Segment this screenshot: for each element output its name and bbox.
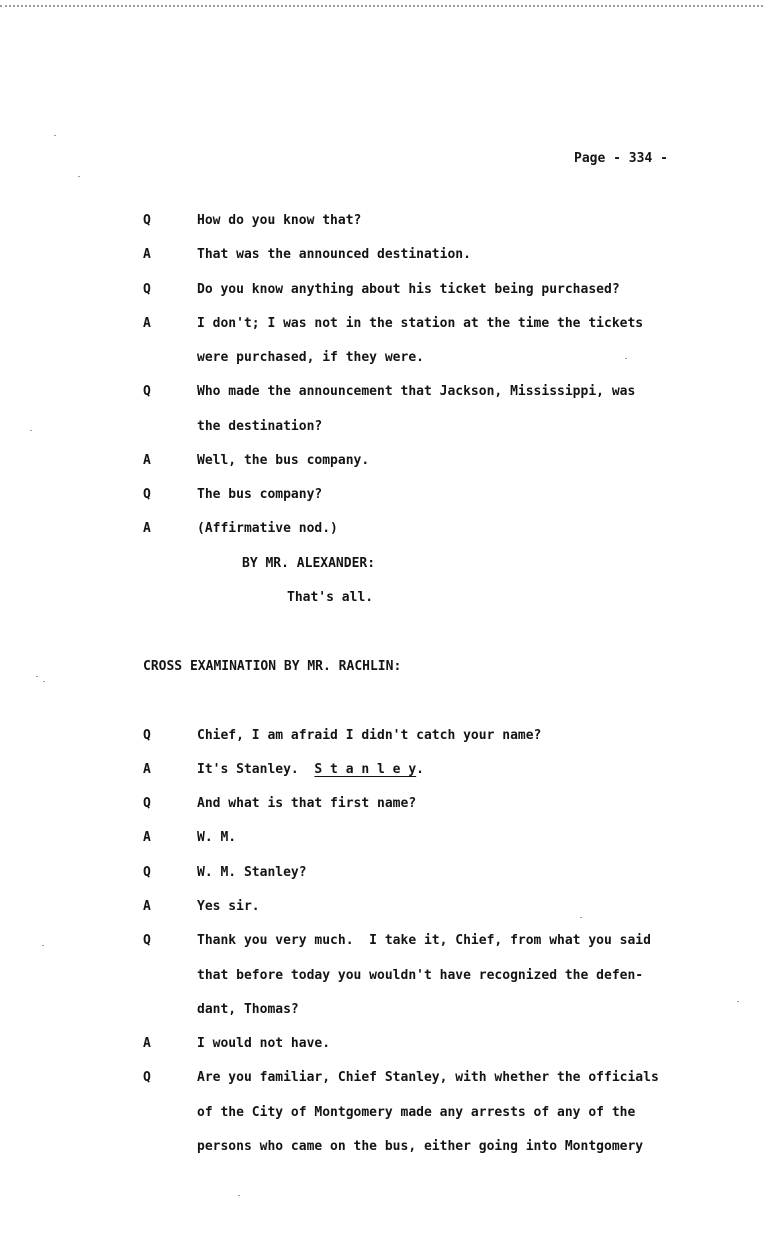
transcript-line: [0, 762, 763, 782]
section-heading: [0, 659, 763, 679]
speaker-label: A: [143, 316, 151, 331]
line-text: I would not have.: [197, 1036, 331, 1051]
line-text: CROSS EXAMINATION BY MR. RACHLIN:: [143, 659, 402, 674]
transcript-line: [0, 487, 763, 507]
line-text: Yes sir.: [197, 899, 260, 914]
speaker-label: A: [143, 521, 151, 536]
line-text: persons who came on the bus, either going into Montgomery: [197, 1139, 644, 1154]
line-text: The bus company?: [197, 487, 323, 502]
speaker-label: Q: [143, 213, 151, 228]
transcript-line: [0, 796, 763, 816]
speaker-label: Q: [143, 796, 151, 811]
line-text: That's all.: [287, 590, 374, 605]
speaker-label: A: [143, 762, 151, 777]
scan-speck: [78, 176, 80, 177]
line-text: Chief, I am afraid I didn't catch your name?: [197, 728, 542, 743]
line-text-prefix: It's Stanley.: [197, 762, 299, 777]
transcript-line: [0, 419, 763, 439]
line-text: Who made the announcement that Jackson, Mississippi, was: [197, 384, 636, 399]
line-text: Do you know anything about his ticket being purchased?: [197, 282, 620, 297]
transcript-line: [0, 1070, 763, 1090]
line-text: And what is that first name?: [197, 796, 417, 811]
transcript-line: [0, 899, 763, 919]
line-text: Well, the bus company.: [197, 453, 370, 468]
scan-speck: [238, 1195, 240, 1196]
speaker-label: Q: [143, 487, 151, 502]
transcript-line: [0, 350, 763, 370]
examiner-line: [0, 556, 763, 576]
scan-speck: [30, 430, 32, 431]
speaker-label: Q: [143, 282, 151, 297]
line-text: (Affirmative nod.): [197, 521, 338, 536]
line-text: That was the announced destination.: [197, 247, 471, 262]
scan-speck: [36, 676, 38, 677]
transcript-line: [0, 590, 763, 610]
scan-speck: [43, 681, 45, 682]
line-text: How do you know that?: [197, 213, 362, 228]
transcript-line: [0, 728, 763, 748]
line-text: were purchased, if they were.: [197, 350, 424, 365]
transcript-line: [0, 865, 763, 885]
line-text: Thank you very much. I take it, Chief, from what you said: [197, 933, 651, 948]
transcript-line: [0, 968, 763, 988]
speaker-label: Q: [143, 865, 151, 880]
transcript-line: [0, 521, 763, 541]
line-text: dant, Thomas?: [197, 1002, 299, 1017]
line-text: W. M.: [197, 830, 237, 845]
speaker-label: Q: [143, 728, 151, 743]
transcript-line: [0, 282, 763, 302]
spelled-name: S t a n l e y: [314, 762, 417, 777]
transcript-line: [0, 247, 763, 267]
transcript-line: [0, 316, 763, 336]
speaker-label: A: [143, 1036, 151, 1051]
transcript-line: [0, 1002, 763, 1022]
line-text: BY MR. ALEXANDER:: [242, 556, 376, 571]
speaker-label: Q: [143, 1070, 151, 1085]
speaker-label: A: [143, 453, 151, 468]
transcript-line: [0, 1139, 763, 1159]
scan-speck: [42, 945, 44, 946]
transcript-line: [0, 933, 763, 953]
speaker-label: A: [143, 830, 151, 845]
scan-speck: [580, 917, 582, 918]
line-text: of the City of Montgomery made any arrests of any of the: [197, 1105, 636, 1120]
line-text: W. M. Stanley?: [197, 865, 307, 880]
top-dotted-rule: [0, 0, 763, 7]
speaker-label: Q: [143, 384, 151, 399]
line-text: I don't; I was not in the station at the time the tickets: [197, 316, 644, 331]
line-text: the destination?: [197, 419, 323, 434]
line-end: .: [416, 762, 424, 777]
line-text: Are you familiar, Chief Stanley, with whether the officials: [197, 1070, 659, 1085]
transcript-line: [0, 830, 763, 850]
page-number: Page - 334 -: [574, 151, 668, 166]
scan-speck: [737, 1001, 739, 1002]
line-text: [197, 762, 424, 777]
scan-speck: [54, 135, 56, 136]
transcript-line: [0, 384, 763, 404]
transcript-line: [0, 453, 763, 473]
speaker-label: A: [143, 899, 151, 914]
scan-speck: [625, 358, 627, 359]
transcript-line: [0, 1105, 763, 1125]
line-text: that before today you wouldn't have recognized the defen-: [197, 968, 644, 983]
transcript-line: [0, 1036, 763, 1056]
speaker-label: A: [143, 247, 151, 262]
speaker-label: Q: [143, 933, 151, 948]
transcript-line: [0, 213, 763, 233]
